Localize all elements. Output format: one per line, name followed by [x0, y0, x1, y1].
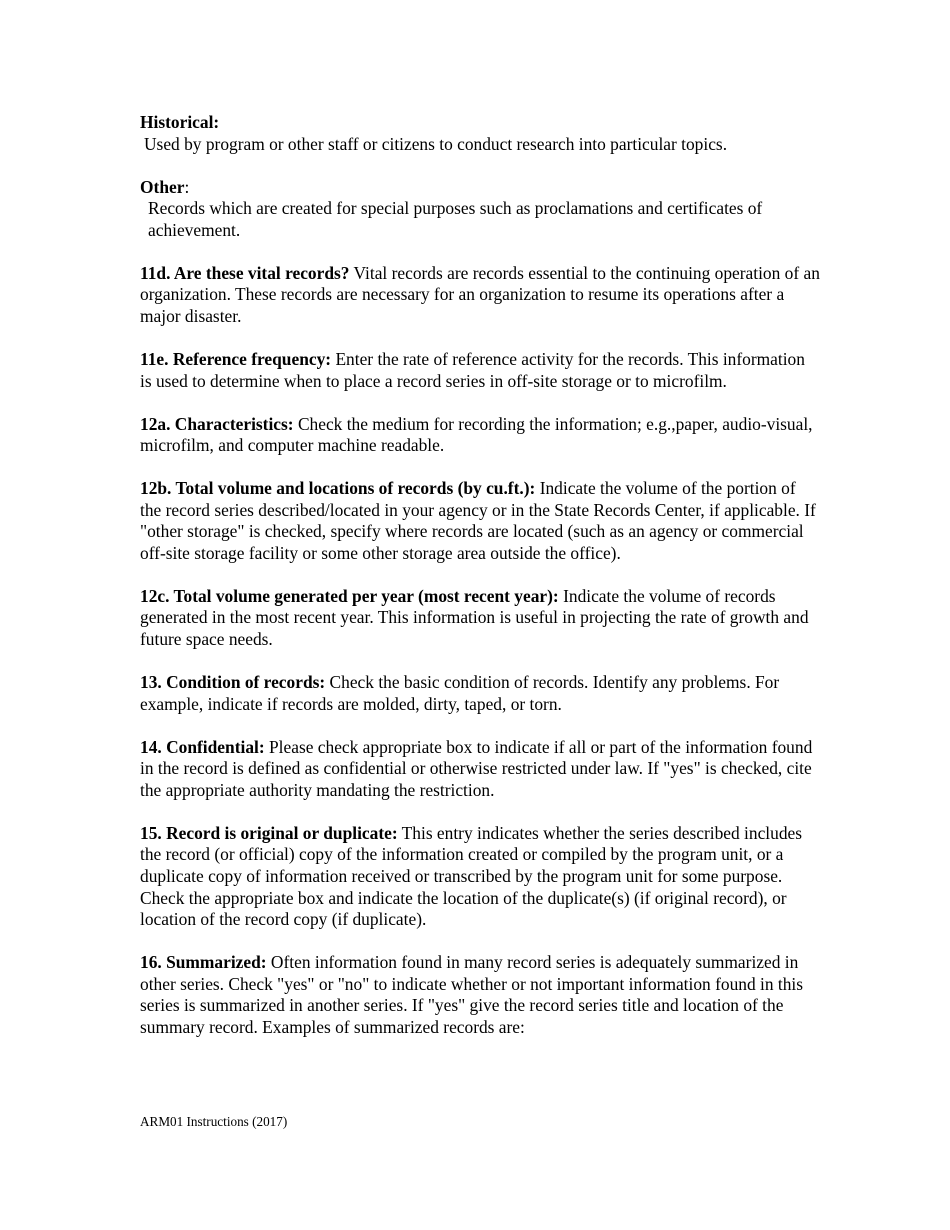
section-paragraph — [140, 823, 820, 931]
section-heading: 14. Confidential: — [140, 736, 265, 757]
section-12a — [140, 414, 820, 457]
section-body: Check the basic condition of records. Identify any problems. For example, indicate if records are molded, dirty, taped, or torn. — [140, 672, 780, 714]
section-body: Used by program or other staff or citizens to conduct research into particular topics. — [144, 133, 728, 154]
section-heading: 13. Condition of records: — [140, 672, 326, 693]
section-body: Indicate the volume of the portion of the record series described/located in your agency or in the State Records Center, if applicable. If "other storage" is checked, specify where records are located (such as an agency or commercial off-site storage facility or some other storage area outside the office). — [140, 478, 816, 563]
section-12c — [140, 586, 820, 651]
section-paragraph — [140, 349, 820, 392]
section-body: Enter the rate of reference activity for the records. This information is used to determine when to place a record series in off-site storage or to microfilm. — [140, 348, 805, 391]
section-heading: 11d. Are these vital records? — [140, 262, 350, 283]
section-heading: 12b. Total volume and locations of records (by cu.ft.): — [140, 478, 536, 499]
document-page — [140, 112, 820, 1060]
section-body: This entry indicates whether the series described includes the record (or official) copy of the information created or compiled by the program unit, or a duplicate copy of information received or transcribed by the program unit for some purpose. Check the appropriate box and indicate the location of the duplicate(s) (if original record), or location of the record copy (if duplicate). — [140, 822, 803, 930]
heading-colon: : — [184, 176, 190, 197]
section-historical — [140, 112, 820, 155]
section-heading-line — [140, 177, 820, 199]
section-paragraph — [140, 737, 820, 802]
section-paragraph — [140, 414, 820, 457]
section-12b — [140, 478, 820, 564]
section-heading: Other — [140, 176, 185, 197]
section-paragraph — [140, 952, 820, 1038]
section-heading: 15. Record is original or duplicate: — [140, 822, 398, 843]
section-body: Indicate the volume of records generated in the most recent year. This information is useful in projecting the rate of growth and future space needs. — [140, 585, 809, 650]
section-13 — [140, 672, 820, 715]
section-15 — [140, 823, 820, 931]
section-paragraph — [140, 263, 820, 328]
section-paragraph — [140, 672, 820, 715]
section-body: Check the medium for recording the information; e.g.,paper, audio-visual, microfilm, and computer machine readable. — [140, 413, 813, 456]
section-11e — [140, 349, 820, 392]
section-body: Please check appropriate box to indicate if all or part of the information found in the record is defined as confidential or otherwise restricted under law. If "yes" is checked, cite the appropriate authority mandating the restriction. — [140, 736, 813, 800]
section-11d — [140, 263, 820, 328]
section-heading: Historical: — [140, 112, 220, 132]
section-body: Vital records are records essential to the continuing operation of an organization. These records are necessary for an organization to resume its operations after a major disaster. — [140, 262, 820, 326]
section-body: Records which are created for special purposes such as proclamations and certificates of achievement. — [148, 198, 763, 240]
section-body: Often information found in many record series is adequately summarized in other series. Check "yes" or "no" to indicate whether or not important information found in this series is summarized in another series. If "yes" give the record series title and location of the summary record. Examples of summarized records are: — [140, 952, 804, 1037]
section-paragraph — [140, 586, 820, 651]
section-14 — [140, 737, 820, 802]
section-other — [140, 177, 820, 242]
section-heading: 12c. Total volume generated per year (most recent year): — [140, 585, 559, 606]
section-heading: 12a. Characteristics: — [140, 413, 294, 434]
section-16 — [140, 952, 820, 1038]
section-heading: 11e. Reference frequency: — [140, 348, 332, 369]
section-heading: 16. Summarized: — [140, 952, 267, 973]
section-paragraph — [140, 478, 820, 564]
page-footer: ARM01 Instructions (2017) — [140, 1114, 288, 1129]
